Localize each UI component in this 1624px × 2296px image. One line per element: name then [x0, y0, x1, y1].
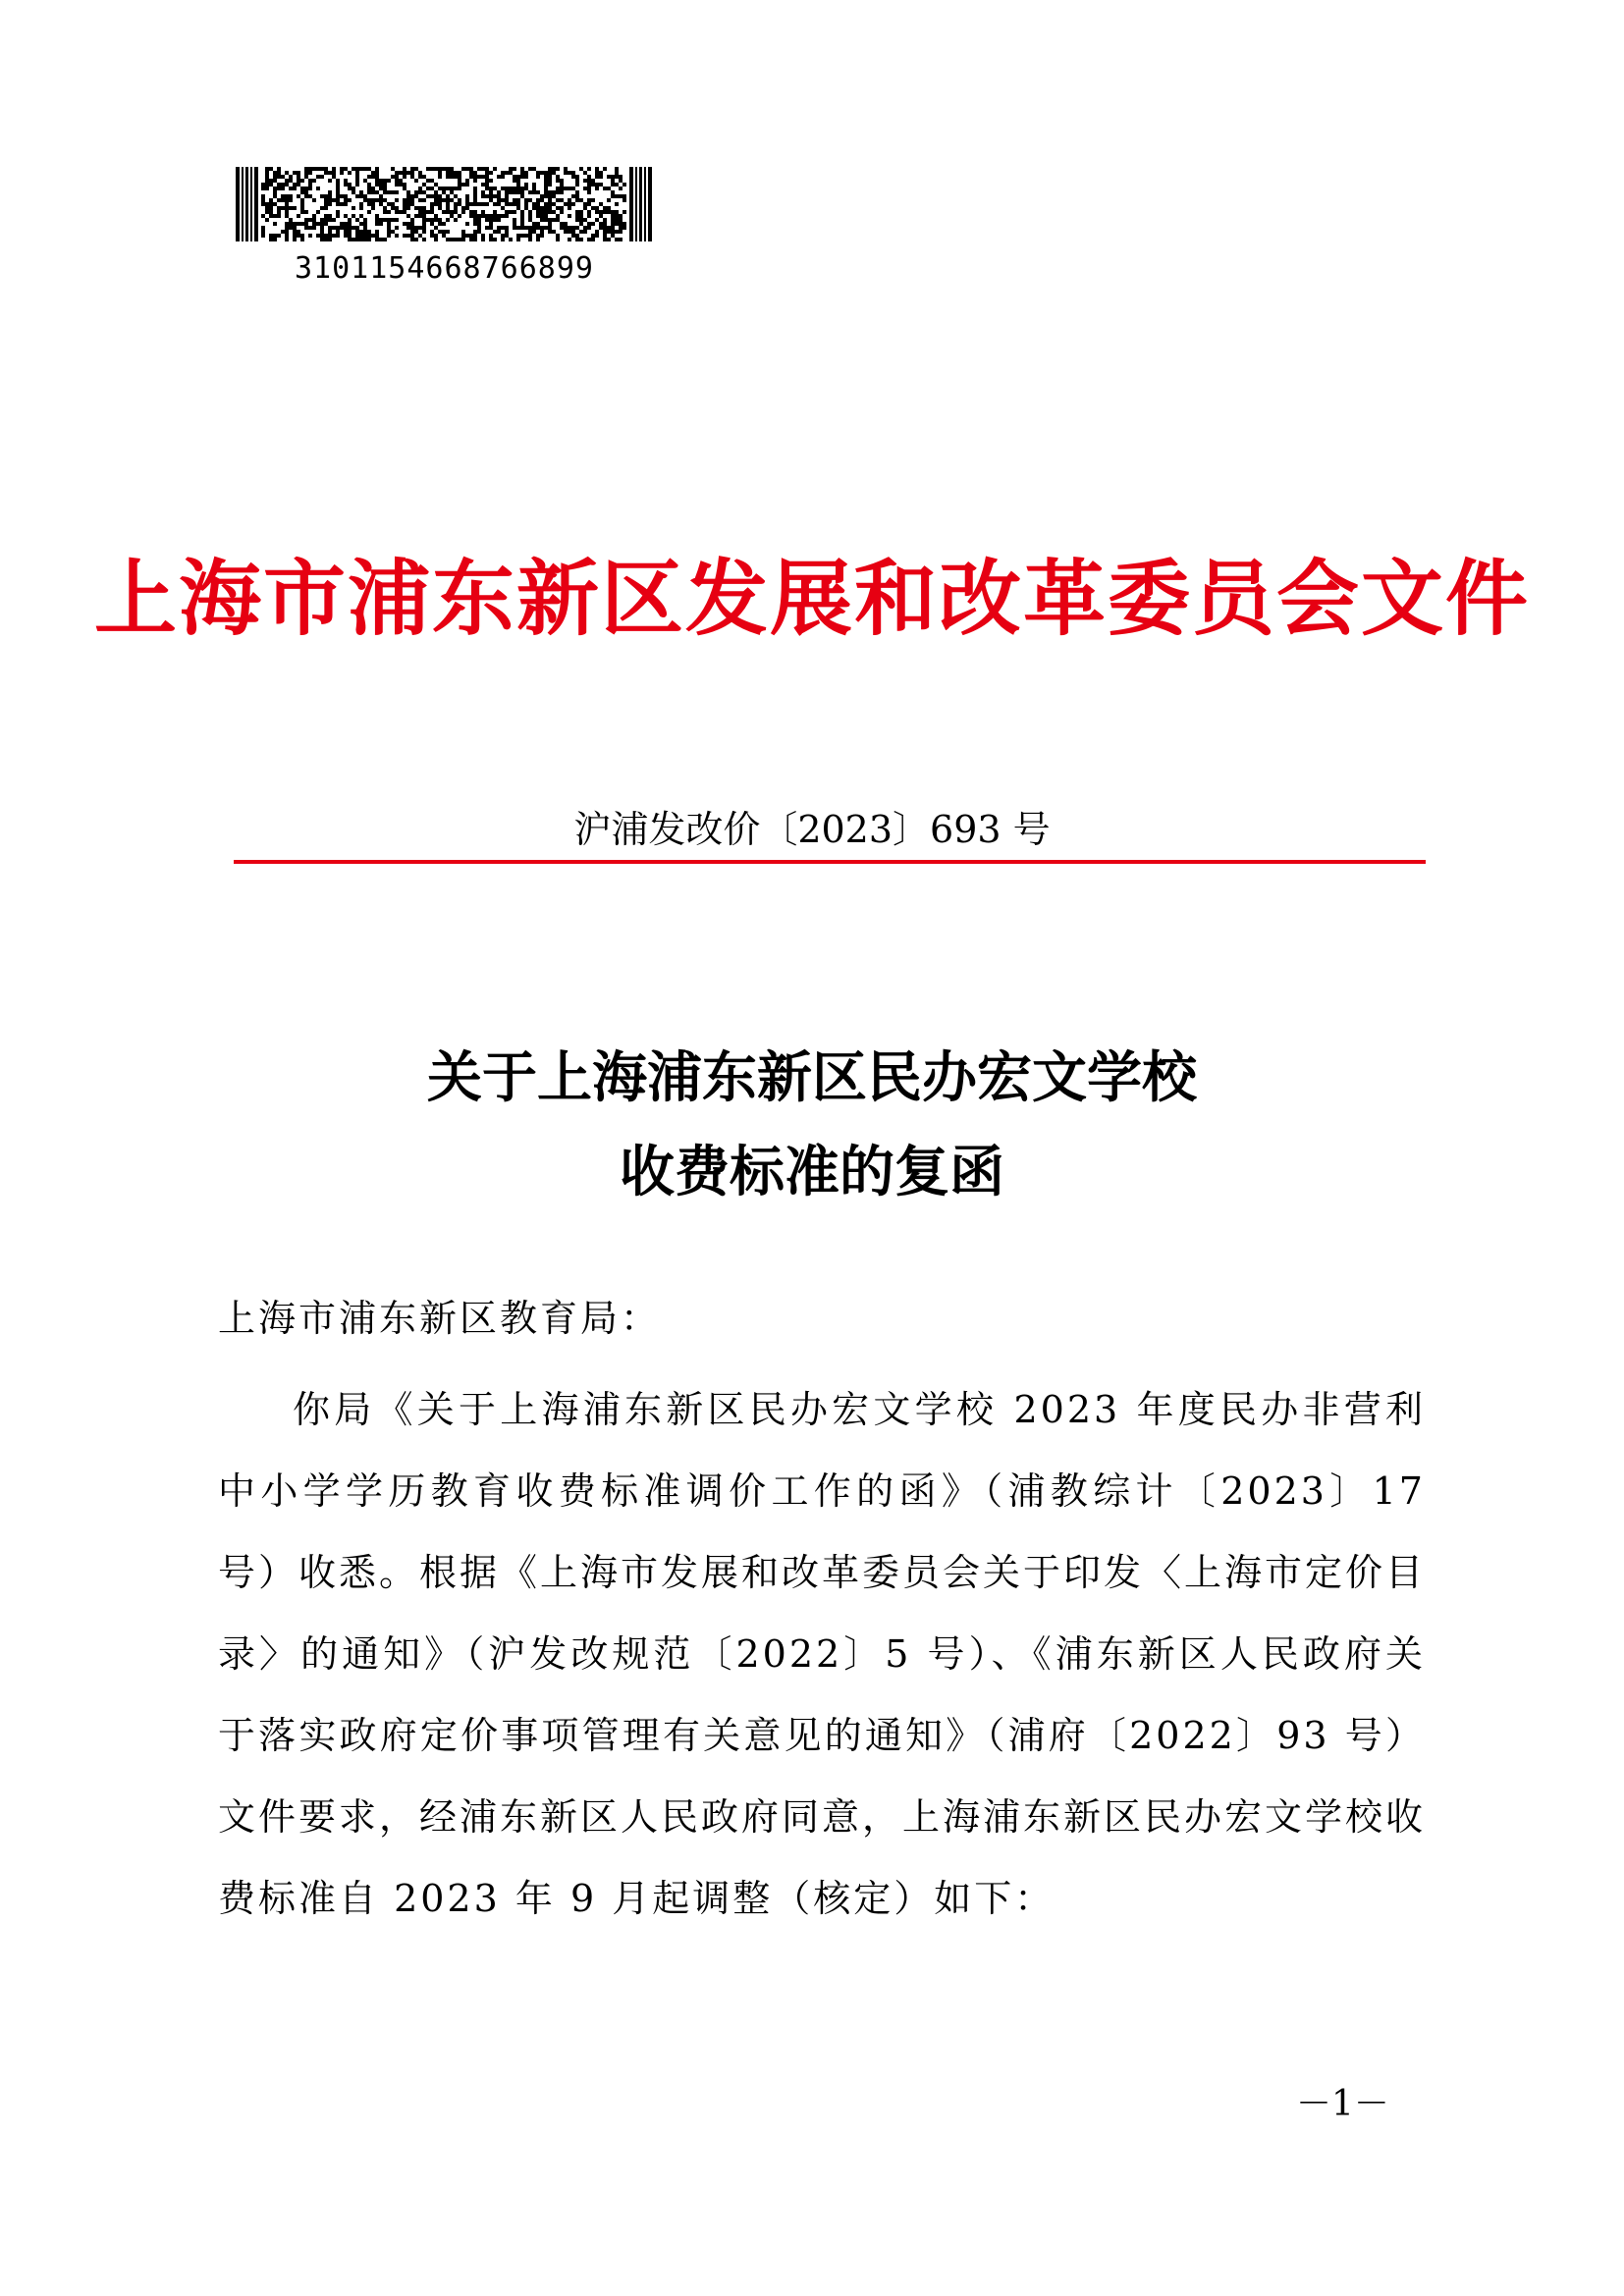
subject-line-2: 收费标准的复函	[620, 1140, 1004, 1204]
body-paragraph: 你局《关于上海浦东新区民办宏文学校 2023 年度民办非营利中小学学历教育收费标准调价工作的函》（浦教综计〔2023〕17 号）收悉。根据《上海市发展和改革委员会关于印发〈上海市定价目录〉的通知》（沪发改规范〔2022〕5 号）、《浦东新区人民政府关于落实政府定价事项管理有关意见的通知》（浦府〔2022〕93 号）文件要求，经浦东新区人民政府同意，上海浦东新区民办宏文学校收费标准自 2023 年 9 月起调整（核定）如下：	[218, 1388, 1427, 1920]
barcode-number: 3101154668766899	[295, 251, 594, 286]
document-subject	[0, 1031, 1624, 1219]
recipient-salutation: 上海市浦东新区教育局：	[218, 1297, 662, 1340]
red-separator-line	[234, 860, 1426, 864]
document-number: 沪浦发改价〔2023〕693 号	[573, 808, 1051, 851]
barcode-block	[236, 167, 653, 286]
page-number: －1－	[1296, 2084, 1389, 2124]
subject-line-1: 关于上海浦东新区民办宏文学校	[427, 1045, 1197, 1110]
barcode-image	[236, 167, 653, 241]
issuer-title: 上海市浦东新区发展和改革委员会文件	[93, 550, 1530, 647]
